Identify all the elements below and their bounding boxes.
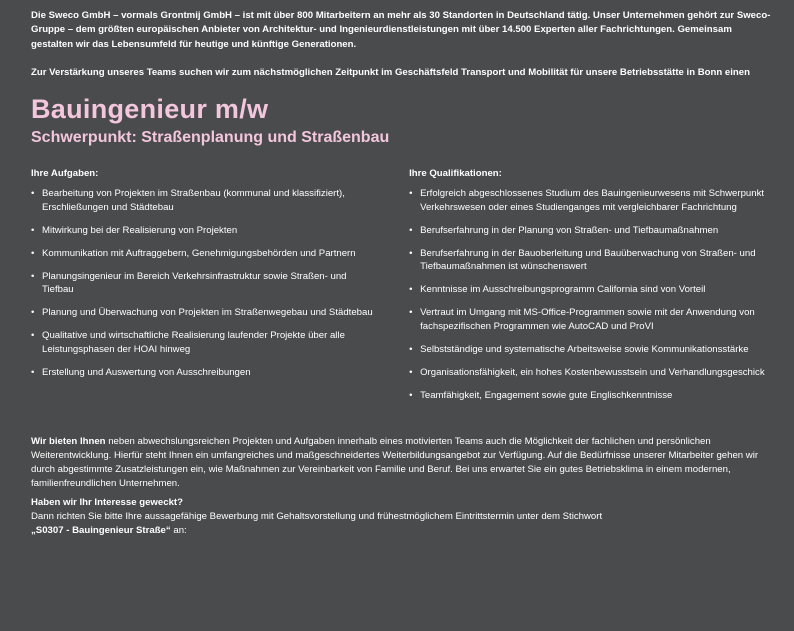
offer-paragraph: [31, 435, 761, 491]
list-item: [409, 187, 774, 214]
list-item: [31, 247, 378, 261]
list-item-text: Kenntnisse im Ausschreibungsprogramm California sind von Vorteil: [420, 284, 706, 296]
tasks-list: [31, 187, 378, 379]
list-item: [31, 270, 378, 297]
search-intro: Zur Verstärkung unseres Teams suchen wir zum nächstmöglichen Zeitpunkt im Geschäftsfeld Transport und Mobilität für unsere Betriebsstätte in Bonn einen: [31, 66, 750, 78]
list-item: [409, 366, 774, 380]
bullet-icon: •: [31, 270, 35, 282]
bullet-icon: •: [409, 343, 413, 355]
job-reference: „S0307 - Bauingenieur Straße“: [31, 524, 171, 536]
list-item-text: Selbstständige und systematische Arbeitsweise sowie Kommunikationsstärke: [420, 343, 749, 355]
offer-lead: Wir bieten Ihnen: [31, 435, 106, 447]
list-item-text: Mitwirkung bei der Realisierung von Projekten: [42, 224, 238, 236]
bullet-icon: •: [409, 188, 413, 200]
job-title: Bauingenieur m/w: [31, 94, 269, 125]
interest-suffix: an:: [170, 524, 187, 536]
offer-text: neben abwechslungsreichen Projekten und Aufgaben innerhalb eines motivierten Teams auch die Möglichkeit der fachlichen und persönlichen Weiterentwicklung. Hierfür steht Ihnen ein umfangreiches und maßgeschneidertes Weiterbildungsangebot zur Verfügung. Auf die Bedürfnisse unserer Mitarbeiter gehen wir durch abgestimmte Zusatzleistungen ein, wie Maßnahmen zur Vereinbarkeit von Familie und Beruf. Bei uns erwartet Sie ein gutes Betriebsklima in einem modernen, familienfreundlichen Unternehmen.: [31, 435, 759, 489]
bullet-icon: •: [31, 224, 35, 236]
list-item-text: Planung und Überwachung von Projekten im Straßenwegebau und Städtebau: [42, 307, 373, 319]
list-item: [409, 283, 774, 297]
list-item-text: Bearbeitung von Projekten im Straßenbau (kommunal und klassifiziert), Erschließungen und Städtebau: [42, 188, 345, 213]
qualifications-heading: Ihre Qualifikationen:: [409, 168, 502, 180]
company-intro: Die Sweco GmbH – vormals Grontmij GmbH – ist mit über 800 Mitarbeitern an mehr als 30 Standorten in Deutschland tätig. Unser Unternehmen gehört zur Sweco-Gruppe – dem größten europäischen Anbieter von Architektur- und Ingenieurdienstleistungen mit über 14.500 Experten aller Fachrichtungen. Gemeinsam gestalten wir das Lebensumfeld für heutige und künftige Generationen.: [31, 10, 771, 50]
list-item: [31, 306, 378, 320]
bullet-icon: •: [409, 307, 413, 319]
list-item-text: Teamfähigkeit, Engagement sowie gute Englischkenntnisse: [420, 389, 673, 401]
bullet-icon: •: [31, 366, 35, 378]
list-item: [31, 187, 378, 214]
list-item-text: Kommunikation mit Auftraggebern, Genehmigungsbehörden und Partnern: [42, 247, 356, 259]
qualifications-column: [409, 167, 774, 412]
tasks-heading: Ihre Aufgaben:: [31, 168, 99, 180]
list-item: [409, 343, 774, 357]
qualifications-list: [409, 187, 774, 402]
list-item-text: Organisationsfähigkeit, ein hohes Kostenbewusstsein und Verhandlungsgeschick: [420, 366, 765, 378]
list-item-text: Berufserfahrung in der Planung von Straßen- und Tiefbaumaßnahmen: [420, 224, 719, 236]
bullet-icon: •: [409, 284, 413, 296]
tasks-column: [31, 167, 378, 412]
job-subtitle: Schwerpunkt: Straßenplanung und Straßenbau: [31, 129, 390, 147]
requirements-columns: [31, 167, 774, 412]
list-item-text: Berufserfahrung in der Bauoberleitung und Bauüberwachung von Straßen- und Tiefbaumaßnahmen ist wünschenswert: [420, 247, 756, 273]
list-item: [31, 329, 378, 356]
list-item: [409, 306, 774, 333]
list-item: [31, 224, 378, 238]
list-item: [31, 366, 378, 380]
interest-text: Dann richten Sie bitte Ihre aussagefähige Bewerbung mit Gehaltsvorstellung und frühestmöglichem Eintrittstermin unter dem Stichwort: [31, 510, 603, 522]
interest-question: Haben wir Ihr Interesse geweckt?: [31, 496, 183, 508]
list-item-text: Vertraut im Umgang mit MS-Office-Programmen sowie mit der Anwendung von fachspezifischen Programmen wie AutoCAD und ProVI: [420, 307, 755, 332]
bullet-icon: •: [409, 389, 413, 401]
bullet-icon: •: [31, 247, 35, 259]
list-item: [409, 389, 774, 403]
bullet-icon: •: [409, 247, 413, 259]
list-item-text: Erfolgreich abgeschlossenes Studium des Bauingenieurwesens mit Schwerpunkt Verkehrswesen oder eines Studienganges mit vergleichbarer Fachrichtung: [420, 188, 765, 213]
bullet-icon: •: [409, 224, 413, 236]
application-paragraph: [31, 496, 774, 538]
bullet-icon: •: [31, 188, 35, 200]
list-item-text: Planungsingenieur im Bereich Verkehrsinfrastruktur sowie Straßen- und Tiefbau: [42, 270, 347, 296]
bullet-icon: •: [31, 307, 35, 319]
list-item-text: Erstellung und Auswertung von Ausschreibungen: [42, 366, 251, 378]
bullet-icon: •: [409, 366, 413, 378]
list-item-text: Qualitative und wirtschaftliche Realisierung laufender Projekte über alle Leistungsphasen der HOAI hinweg: [42, 330, 345, 355]
list-item: [409, 224, 774, 238]
bullet-icon: •: [31, 330, 35, 342]
list-item: [409, 247, 774, 274]
